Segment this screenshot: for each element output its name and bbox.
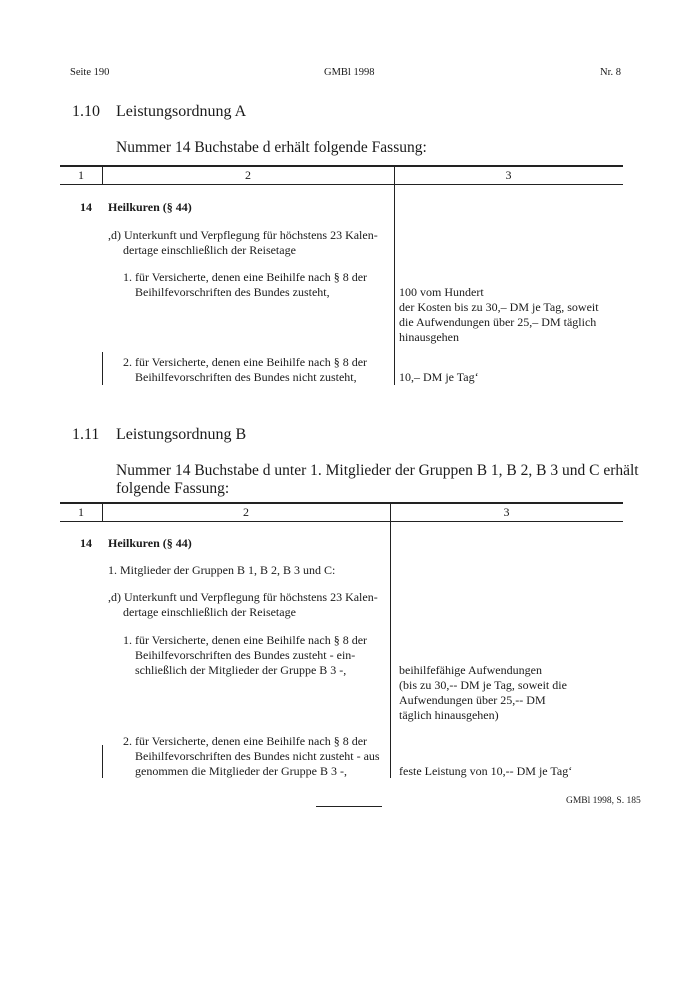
table-a-item1-line: 1. für Versicherte, denen eine Beihilfe nach § 8 der <box>123 270 368 284</box>
table-b-item2-line: 2. für Versicherte, denen eine Beihilfe nach § 8 der <box>123 734 368 748</box>
table-b-divider <box>390 502 391 778</box>
table-b-item1-col3-line: (bis zu 30,-- DM je Tag, soweit die <box>399 678 567 692</box>
table-b-d-line: ,d) Unterkunft und Verpflegung für höchstens 23 Kalen- <box>108 590 378 604</box>
table-b-d-line: dertage einschließlich der Reisetage <box>123 605 296 619</box>
table-b-item1-col3-line: Aufwendungen über 25,-- DM <box>399 693 546 707</box>
table-b-col-header: 2 <box>243 505 249 519</box>
table-a-item1-col3-line: der Kosten bis zu 30,– DM je Tag, soweit <box>399 300 599 314</box>
section-a-number: 1.10 <box>72 103 100 120</box>
section-b-intro-line: Nummer 14 Buchstabe d unter 1. Mitglieder der Gruppen B 1, B 2, B 3 und C erhält <box>116 462 639 479</box>
table-a-col-header: 3 <box>505 168 512 182</box>
table-b-item2-line: genommen die Mitglieder der Gruppe B 3 -, <box>135 764 347 778</box>
table-b-item1-col3-line: täglich hinausgehen) <box>399 708 499 722</box>
table-b-col-header: 1 <box>78 505 84 519</box>
header-issue-number: Nr. 8 <box>600 67 621 78</box>
table-a-d-line: dertage einschließlich der Reisetage <box>123 243 296 257</box>
section-b-intro-line: folgende Fassung: <box>116 480 230 497</box>
table-a-heading: Heilkuren (§ 44) <box>108 200 192 214</box>
table-b-item1-line: 1. für Versicherte, denen eine Beihilfe nach § 8 der <box>123 633 368 647</box>
table-b-item1-line: Beihilfevorschriften des Bundes zusteht - ein- <box>135 648 356 662</box>
section-a-title: Leistungsordnung A <box>116 103 247 120</box>
table-b-item1-line: schließlich der Mitglieder der Gruppe B 3 -, <box>135 663 347 677</box>
table-a-top-rule <box>60 165 623 167</box>
table-a-divider <box>102 352 103 385</box>
table-a-item2-line: 2. für Versicherte, denen eine Beihilfe nach § 8 der <box>123 355 368 369</box>
table-a-col-header: 1 <box>78 168 84 182</box>
table-a-item1-col3-line: hinausgehen <box>399 330 459 344</box>
table-a-item2-line: Beihilfevorschriften des Bundes nicht zusteht, <box>135 370 357 384</box>
table-a-d-line: ,d) Unterkunft und Verpflegung für höchstens 23 Kalen- <box>108 228 378 242</box>
section-b-title: Leistungsordnung B <box>116 426 247 443</box>
section-b-number: 1.11 <box>72 426 100 443</box>
table-b-group-line: 1. Mitglieder der Gruppen B 1, B 2, B 3 und C: <box>108 563 336 577</box>
table-b-item2-line: Beihilfevorschriften des Bundes nicht zusteht - aus <box>135 749 380 763</box>
footer-rule <box>316 806 382 807</box>
table-b-top-rule <box>60 502 623 504</box>
table-b-item1-col3-line: beihilfefähige Aufwendungen <box>399 663 542 677</box>
table-b-divider <box>102 745 103 778</box>
table-a-header-rule <box>60 184 623 185</box>
table-a-divider <box>394 165 395 385</box>
table-b-row-number: 14 <box>80 536 92 550</box>
table-a-item1-col3-line: die Aufwendungen über 25,– DM täglich <box>399 315 597 329</box>
table-a-item2-col3: 10,– DM je Tag‘ <box>399 370 479 384</box>
table-b-item2-col3: feste Leistung von 10,-- DM je Tag‘ <box>399 764 573 778</box>
table-a-item1-col3-line: 100 vom Hundert <box>399 285 484 299</box>
section-a-intro: Nummer 14 Buchstabe d erhält folgende Fassung: <box>116 139 427 156</box>
table-b-heading: Heilkuren (§ 44) <box>108 536 192 550</box>
table-a-item1-line: Beihilfevorschriften des Bundes zusteht, <box>135 285 330 299</box>
table-a-col-header: 2 <box>245 168 251 182</box>
table-a-row-number: 14 <box>80 200 92 214</box>
table-b-header-rule <box>60 521 623 522</box>
header-page-number: Seite 190 <box>70 67 110 78</box>
footer-reference: GMBl 1998, S. 185 <box>566 796 641 806</box>
header-publication: GMBl 1998 <box>324 67 375 78</box>
table-b-col-header: 3 <box>503 505 510 519</box>
